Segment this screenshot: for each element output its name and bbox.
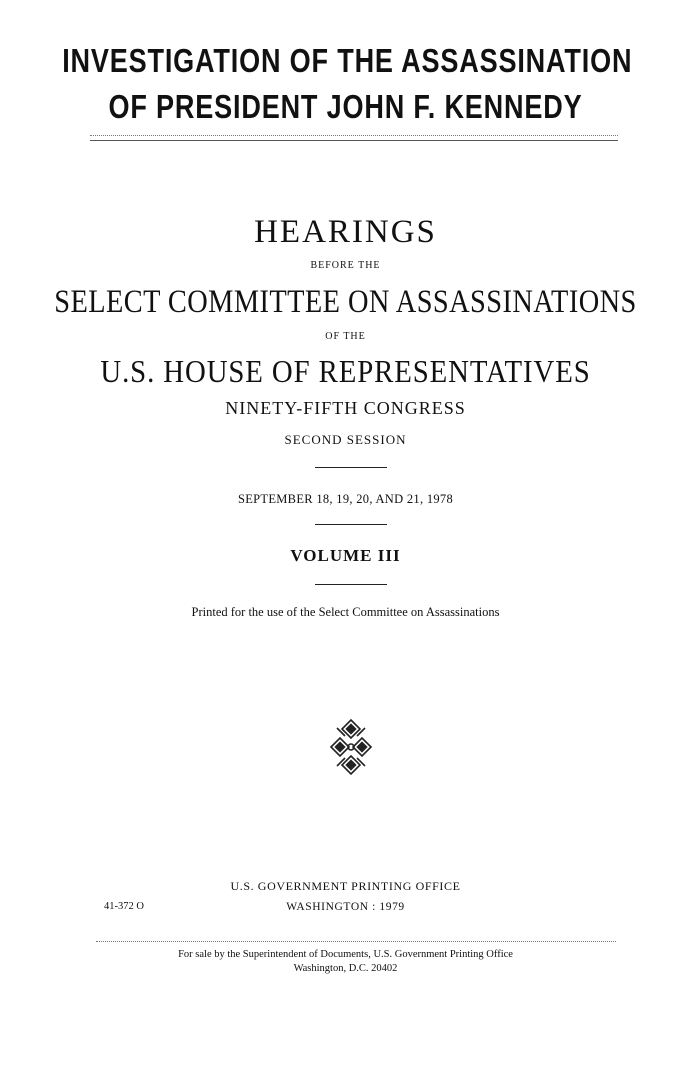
house-name: U.S. HOUSE OF REPRESENTATIVES — [100, 353, 591, 389]
place-and-year: WASHINGTON : 1979 — [286, 901, 405, 913]
sale-notice-line-1: For sale by the Superintendent of Documents, U.S. Government Printing Office — [178, 949, 513, 960]
rule-after-dates — [315, 524, 387, 525]
hearings-heading: HEARINGS — [254, 214, 437, 250]
title-rule-top — [90, 135, 618, 136]
sale-notice-line-2: Washington, D.C. 20402 — [293, 963, 398, 974]
title-line-1: INVESTIGATION OF THE ASSASSINATION — [62, 42, 633, 79]
title-rule-bottom — [90, 140, 618, 141]
hearing-dates: SEPTEMBER 18, 19, 20, AND 21, 1978 — [237, 492, 454, 506]
session-label: SECOND SESSION — [284, 432, 407, 447]
rule-after-volume — [315, 584, 387, 585]
of-the-label: OF THE — [325, 331, 366, 342]
printed-for-note: Printed for the use of the Select Committee on Assassinations — [191, 605, 500, 619]
rule-after-session — [315, 467, 387, 468]
committee-name: SELECT COMMITTEE ON ASSASSINATIONS — [54, 284, 637, 320]
volume-label: VOLUME III — [290, 546, 401, 565]
printers-ornament-icon — [325, 716, 377, 778]
before-the-label: BEFORE THE — [310, 260, 381, 271]
sale-rule — [96, 941, 616, 942]
congress-label: NINETY-FIFTH CONGRESS — [225, 398, 466, 418]
document-code: 41-372 O — [104, 901, 144, 912]
title-line-2: OF PRESIDENT JOHN F. KENNEDY — [108, 88, 583, 125]
printer-name: U.S. GOVERNMENT PRINTING OFFICE — [230, 879, 461, 893]
